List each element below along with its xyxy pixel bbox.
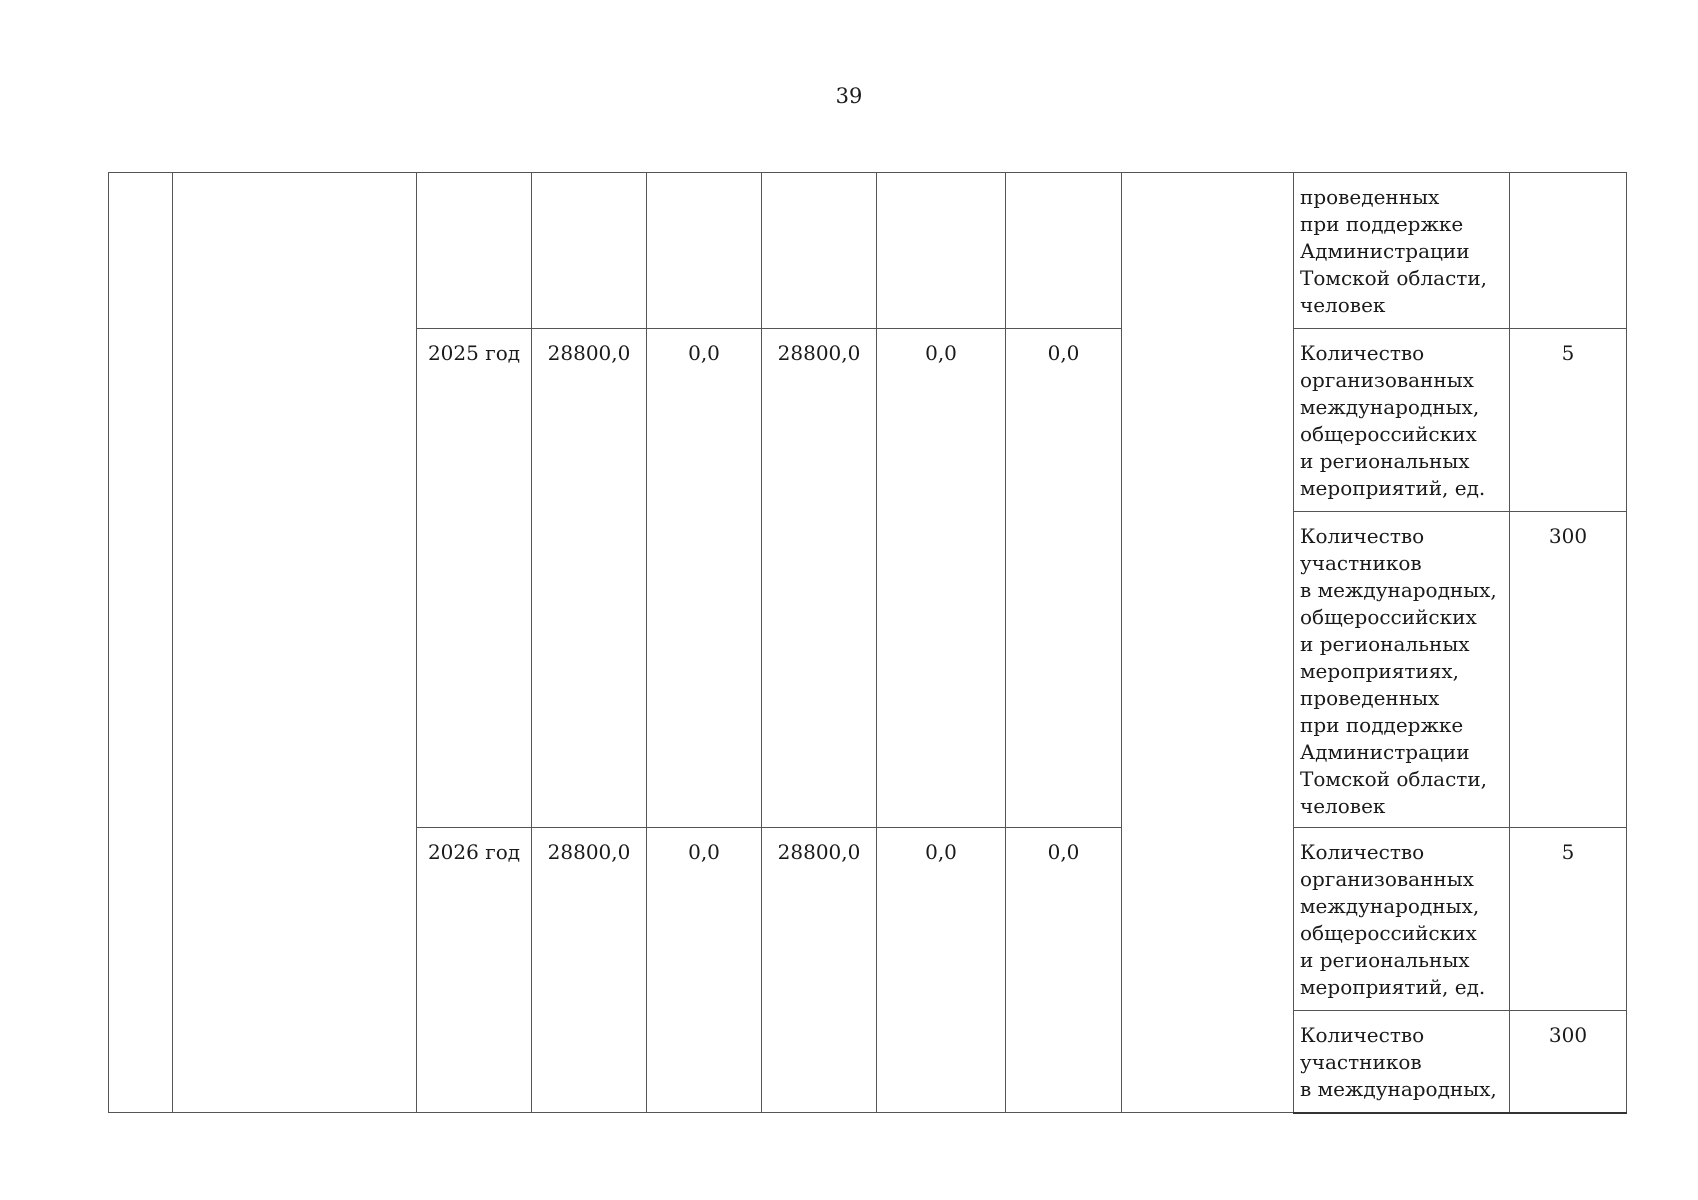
cell-indicator-continued: проведенных при поддержке Администрации Томской области, человек [1294, 173, 1510, 329]
budget-indicators-table [108, 172, 1627, 1114]
cell-total: 28800,0 [532, 828, 647, 1113]
cell-indicator-value [1510, 173, 1627, 329]
cell-indicator-value: 5 [1510, 329, 1627, 512]
table-row [109, 173, 1627, 329]
cell-regional [762, 173, 877, 329]
cell-local [877, 173, 1006, 329]
cell-index [109, 173, 173, 1113]
cell-local: 0,0 [877, 329, 1006, 828]
cell-year: 2026 год [417, 828, 532, 1113]
cell-other [1006, 173, 1122, 329]
cell-executor [1122, 173, 1294, 1113]
cell-federal [647, 173, 762, 329]
cell-name [173, 173, 417, 1113]
cell-local: 0,0 [877, 828, 1006, 1113]
cell-other: 0,0 [1006, 329, 1122, 828]
cell-indicator-events: Количество организованных международных, общероссийских и региональных мероприятий, ед. [1294, 828, 1510, 1011]
cell-indicator-participants: Количество участников в международных, [1294, 1011, 1510, 1113]
cell-indicator-value: 300 [1510, 512, 1627, 828]
cell-regional: 28800,0 [762, 828, 877, 1113]
cell-regional: 28800,0 [762, 329, 877, 828]
cell-federal: 0,0 [647, 329, 762, 828]
cell-indicator-value: 300 [1510, 1011, 1627, 1113]
cell-indicator-participants: Количество участников в международных, общероссийских и региональных мероприятиях, проведенных при поддержке Администрации Томской области, человек [1294, 512, 1510, 828]
cell-federal: 0,0 [647, 828, 762, 1113]
cell-year: 2025 год [417, 329, 532, 828]
cell-total: 28800,0 [532, 329, 647, 828]
cell-year [417, 173, 532, 329]
cell-indicator-value: 5 [1510, 828, 1627, 1011]
cell-other: 0,0 [1006, 828, 1122, 1113]
page-number: 39 [835, 84, 863, 108]
cell-total [532, 173, 647, 329]
cell-indicator-events: Количество организованных международных, общероссийских и региональных мероприятий, ед. [1294, 329, 1510, 512]
